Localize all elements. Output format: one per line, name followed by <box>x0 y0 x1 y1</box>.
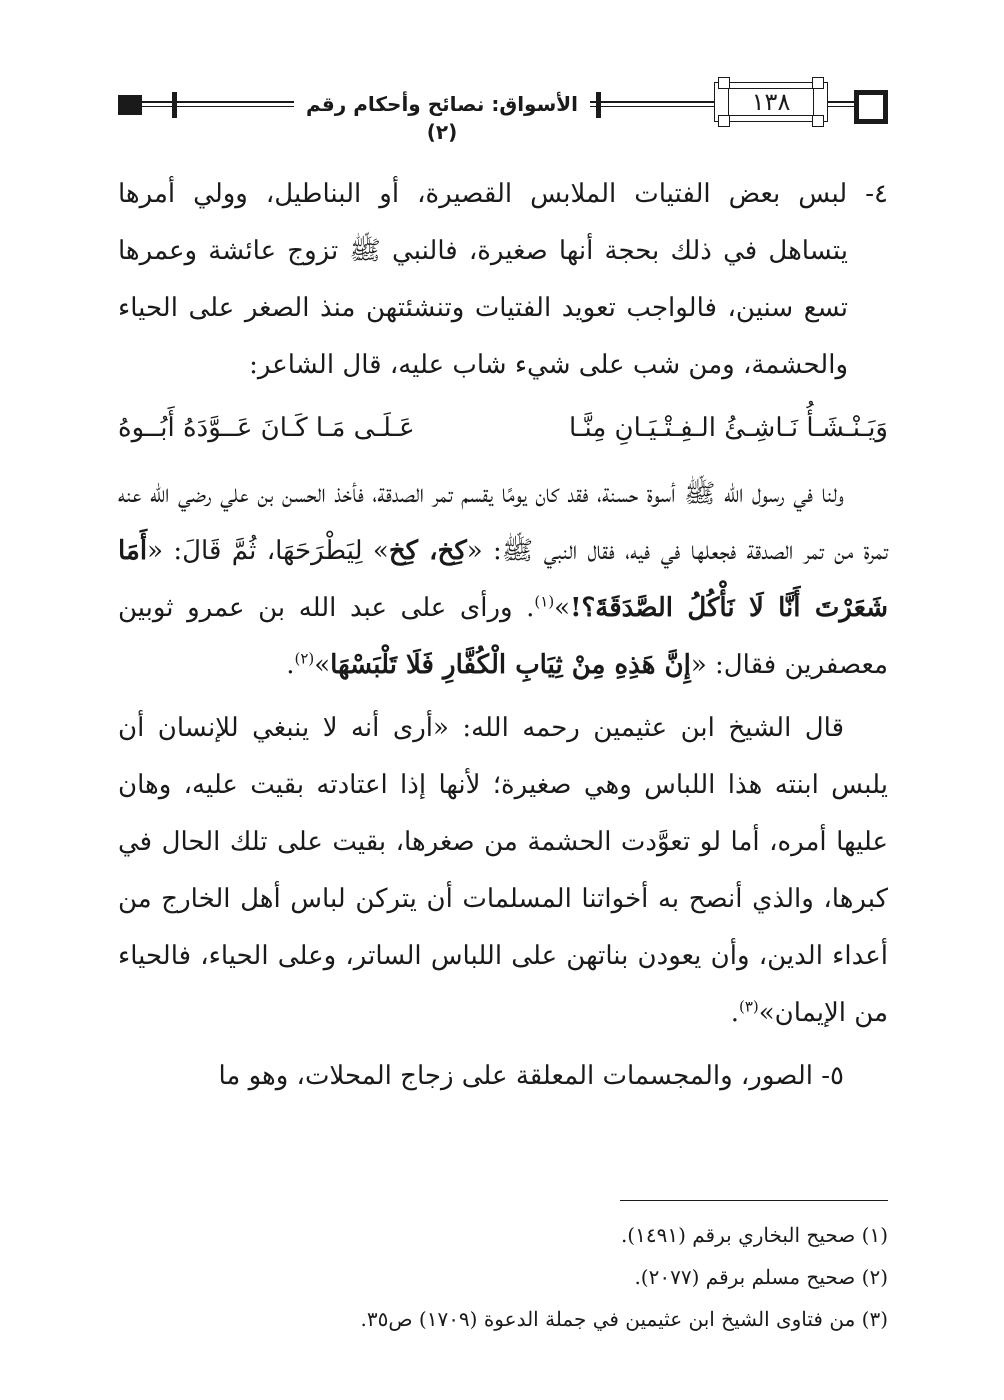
hadith-quote: كِخ، كِخ <box>388 536 467 566</box>
paragraph-text: . <box>730 998 739 1028</box>
verse-first-hemistich: وَيَـنْـشَـأُ نَـاشِـئُ الـفِـتْـيَـانِ مِنَّـا <box>568 413 888 443</box>
header-ornament-square <box>854 90 888 124</box>
hadith-quote: إِنَّ هَذِهِ مِنْ ثِيَابِ الْكُفَّارِ فَلَا تَلْبَسْهَا <box>330 650 691 680</box>
hadith-quote: أَمَا شَعَرْتَ أَنَّا لَا نَأْكُلُ الصَّدَقَةَ؟! <box>118 536 888 623</box>
footnotes <box>118 1214 888 1340</box>
paragraph-text: قال الشيخ ابن عثيمين رحمه الله: «أرى أنه لا ينبغي للإنسان أن يلبس ابنته هذا اللباس وهي صغيرة؛ لأنها إذا اعتادته بقيت عليه، وهان عليها أمره، أما لو تعوَّدت الحشمة من صغرها، بقيت على تلك الحال في كبرها، والذي أنصح به أخواتنا المسلمات أن يتركن لباس أهل الخارج من أعداء الدين، وأن يعودن بناتهن على اللباس الساتر، وعلى الحياء، فالحياء من الإيمان» <box>118 713 888 1028</box>
paragraph-text: . <box>286 650 295 680</box>
page-number: ١٣٨ <box>751 88 791 116</box>
header-ornament-block <box>118 95 142 115</box>
paragraph-fatwa <box>118 700 888 1042</box>
running-header <box>118 78 888 144</box>
paragraph-text: ولنا في رسول الله ﷺ أسوة حسنة، فقد كان يومًا يقسم تمر الصدقة، فأخذ الحسن بن علي رضي الله عنه تمرة من تمر الصدقة فجعلها في فيه، فقال النبي ﷺ: « <box>118 479 889 566</box>
paragraph-hadith <box>118 466 888 694</box>
poetry-verse <box>118 398 888 458</box>
footnote-ref[interactable]: (٢) <box>294 649 315 668</box>
header-title: الأسواق: نصائح وأحكام رقم (٢) <box>294 90 590 146</box>
paragraph-text: » <box>314 650 331 680</box>
paragraph-item-5: ٥- الصور، والمجسمات المعلقة على زجاج المحلات، وهو ما <box>218 1061 844 1091</box>
verse-second-hemistich: عَـلَـى مَـا كَـانَ عَــوَّدَهُ أَبُــوهُ <box>118 413 415 443</box>
footnote-ref[interactable]: (١) <box>534 592 555 611</box>
footnote-separator <box>620 1200 888 1201</box>
page-number-frame <box>714 82 828 122</box>
footnote-item: (١) صحيح البخاري برقم (١٤٩١). <box>620 1223 888 1247</box>
paragraph-item-4: ٤- لبس بعض الفتيات الملابس القصيرة، أو البناطيل، وولي أمرها يتساهل في ذلك بحجة أنها صغيرة، فالنبي ﷺ تزوج عائشة وعمرها تسع سنين، فالواجب تعويد الفتيات وتنشئتهن منذ الصغر على الحياء والحشمة، ومن شب على شيء شاب عليه، قال الشاعر: <box>118 179 888 380</box>
paragraph-text: » لِيَطْرَحَهَا، ثُمَّ قَالَ: « <box>147 536 389 566</box>
page-body <box>118 166 888 1105</box>
footnote-item: (٣) من فتاوى الشيخ ابن عثيمين في جملة الدعوة (١٧٠٩) ص٣٥. <box>360 1307 888 1331</box>
footnote-ref[interactable]: (٣) <box>738 997 759 1016</box>
paragraph-text: . ورأى على عبد الله بن عمرو ثوبين معصفرين فقال: « <box>118 593 888 680</box>
header-ornament-bar <box>596 92 601 118</box>
paragraph-text: » <box>554 593 571 623</box>
footnote-item: (٢) صحيح مسلم برقم (٢٠٧٧). <box>634 1265 888 1289</box>
header-ornament-bar <box>172 92 177 118</box>
